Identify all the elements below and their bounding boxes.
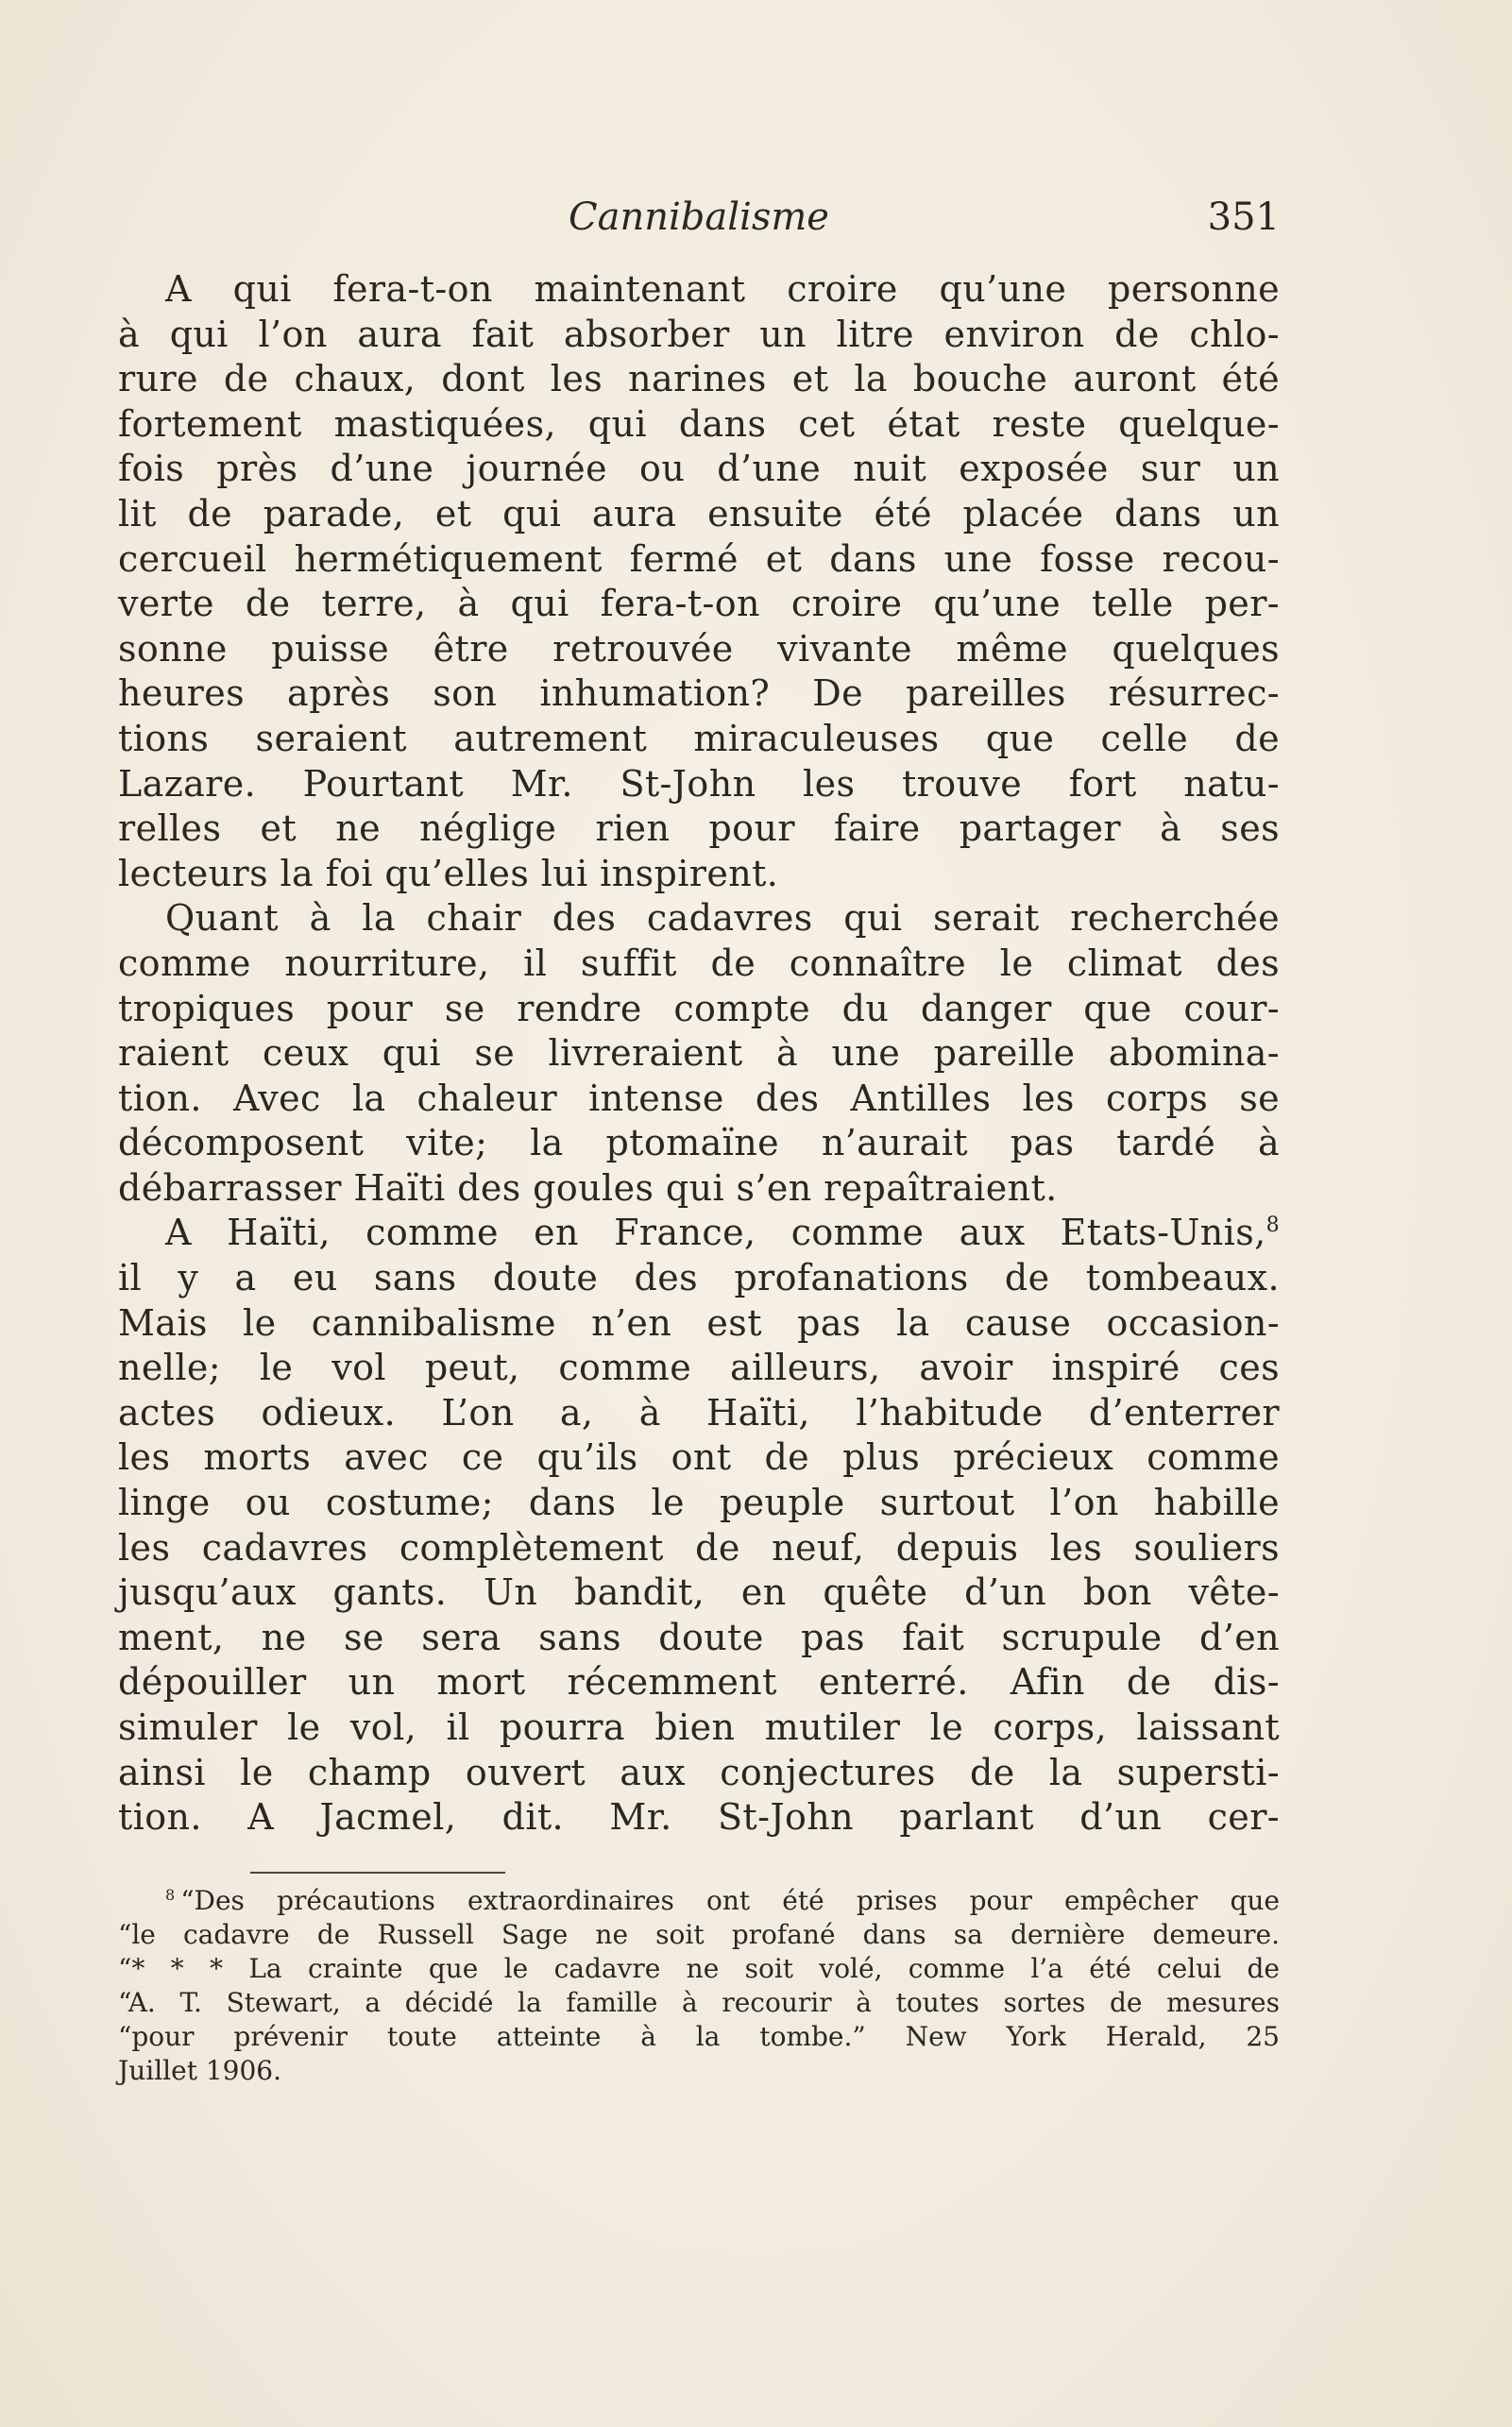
paragraph-line: verte de terre, à qui fera-t-on croire qu’une telle per- — [118, 583, 1280, 625]
paragraph-line: nelle; le vol peut, comme ailleurs, avoir inspiré ces — [118, 1347, 1280, 1389]
paragraph-line: relles et ne néglige rien pour faire partager à ses — [118, 807, 1280, 850]
paragraph-line: sonne puisse être retrouvée vivante même quelques — [118, 627, 1280, 670]
footnote-line: “pour prévenir toute atteinte à la tombe.” New York Herald, 25 — [118, 2021, 1280, 2052]
footnote — [118, 1884, 1280, 2088]
page-header — [118, 189, 1280, 246]
paragraph-line: à qui l’on aura fait absorber un litre environ de chlo- — [118, 313, 1280, 355]
paragraph-line — [118, 1211, 1280, 1256]
footnote-marker: 8 — [165, 1886, 176, 1904]
paragraph-line: les morts avec ce qu’ils ont de plus précieux comme — [118, 1436, 1280, 1479]
paragraph-line: jusqu’aux gants. Un bandit, en quête d’un bon vête- — [118, 1571, 1280, 1614]
paragraph-line: lit de parade, et qui aura ensuite été placée dans un — [118, 492, 1280, 535]
footnote-line: Juillet 1906. — [118, 2055, 282, 2086]
paragraph-line: tropiques pour se rendre compte du danger que cour- — [118, 987, 1280, 1029]
paragraph-line: Lazare. Pourtant Mr. St-John les trouve fort natu- — [118, 762, 1280, 805]
paragraph-line: décomposent vite; la ptomaïne n’aurait pas tardé à — [118, 1122, 1280, 1164]
paragraph-line: il y a eu sans doute des profanations de tombeaux. — [118, 1257, 1280, 1299]
paragraph-line: actes odieux. L’on a, à Haïti, l’habitude d’enterrer — [118, 1391, 1280, 1434]
paragraph-line: fortement mastiquées, qui dans cet état reste quelque- — [118, 402, 1280, 445]
paragraph-line: linge ou costume; dans le peuple surtout l’on habille — [118, 1482, 1280, 1524]
footnote-divider — [250, 1872, 505, 1874]
paragraph-line: les cadavres complètement de neuf, depuis les souliers — [118, 1526, 1280, 1569]
paragraph-line: Mais le cannibalisme n’en est pas la cause occasion- — [118, 1301, 1280, 1344]
paragraph-line: raient ceux qui se livreraient à une pareille abomina- — [118, 1032, 1280, 1075]
page-number: 351 — [1207, 195, 1280, 239]
footnote-line: “A. T. Stewart, a décidé la famille à recourir à toutes sortes de mesures — [118, 1987, 1280, 2018]
paragraph-line: ment, ne se sera sans doute pas fait scrupule d’en — [118, 1616, 1280, 1658]
paragraph-line: heures après son inhumation? De pareilles résurrec- — [118, 672, 1280, 715]
footnote-line — [118, 1884, 1280, 1918]
footnote-reference: 8 — [1266, 1214, 1280, 1238]
footnote-line: “le cadavre de Russell Sage ne soit profané dans sa dernière demeure. — [118, 1919, 1280, 1950]
paragraph-line-text: A Haïti, comme en France, comme aux Etats-Unis, — [165, 1212, 1266, 1254]
paragraph-line: débarrasser Haïti des goules qui s’en repaîtraient. — [118, 1166, 1058, 1209]
body-text — [118, 267, 1280, 1841]
paragraph-line: Quant à la chair des cadavres qui serait recherchée — [165, 897, 1280, 940]
paragraph-line: lecteurs la foi qu’elles lui inspirent. — [118, 852, 779, 894]
paragraph-line: fois près d’une journée ou d’une nuit exposée sur un — [118, 448, 1280, 490]
footnote-line: “* * * La crainte que le cadavre ne soit volé, comme l’a été celui de — [118, 1953, 1280, 1984]
paragraph-line: A qui fera-t-on maintenant croire qu’une personne — [165, 268, 1280, 310]
paragraph-line: rure de chaux, dont les narines et la bouche auront été — [118, 358, 1280, 400]
paragraph-line: comme nourriture, il suffit de connaître le climat des — [118, 942, 1280, 984]
footnote-line-text: “Des précautions extraordinaires ont été prises pour empêcher que — [180, 1885, 1280, 1916]
running-title: Cannibalisme — [569, 195, 829, 239]
paragraph-line: tions seraient autrement miraculeuses que celle de — [118, 717, 1280, 759]
paragraph-line: tion. Avec la chaleur intense des Antilles les corps se — [118, 1077, 1280, 1119]
paragraph-line: cercueil hermétiquement fermé et dans une fosse recou- — [118, 537, 1280, 580]
paragraph-line: ainsi le champ ouvert aux conjectures de la supersti- — [118, 1751, 1280, 1793]
paragraph-line: dépouiller un mort récemment enterré. Afin de dis- — [118, 1661, 1280, 1704]
paragraph-line: tion. A Jacmel, dit. Mr. St-John parlant d’un cer- — [118, 1796, 1280, 1839]
paragraph-line: simuler le vol, il pourra bien mutiler le corps, laissant — [118, 1706, 1280, 1748]
